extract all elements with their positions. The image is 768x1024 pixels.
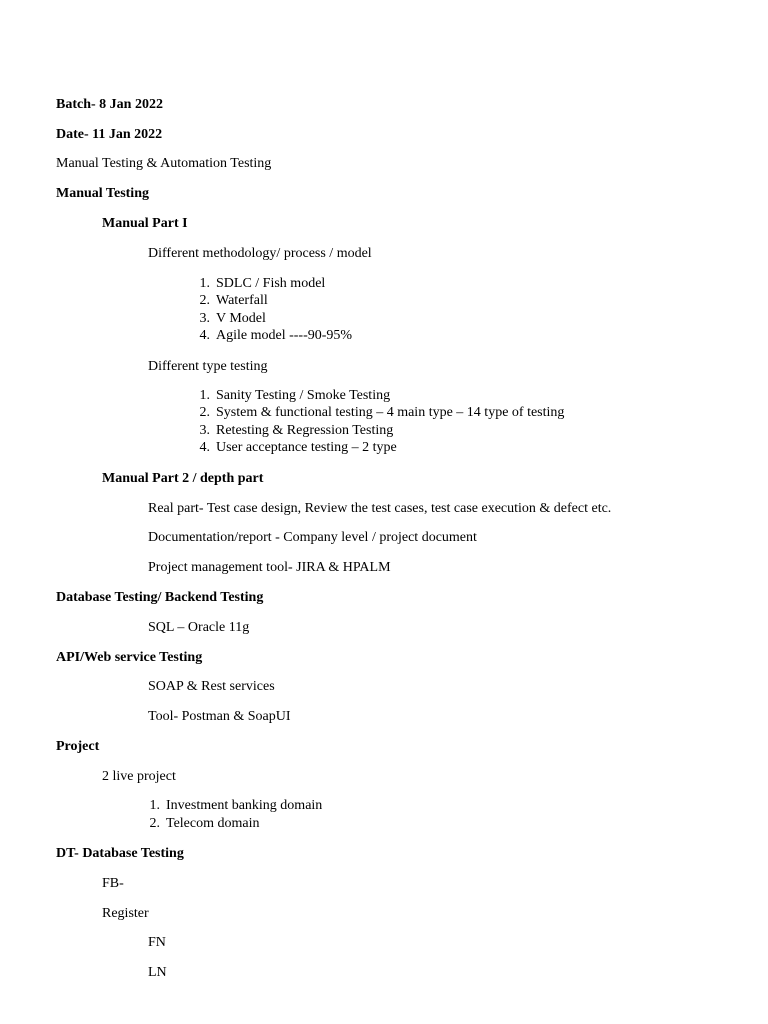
manual-part1-heading: Manual Part I (102, 216, 188, 231)
batch-heading: Batch- 8 Jan 2022 (56, 97, 163, 112)
date-heading: Date- 11 Jan 2022 (56, 127, 163, 142)
ln-text: LN (148, 965, 167, 980)
list-item (190, 292, 268, 309)
list-number: 1. (149, 798, 160, 813)
list-item-text: Investment banking domain (166, 798, 323, 813)
list-item-text: Telecom domain (166, 816, 260, 831)
methodology-label: Different methodology/ process / model (148, 246, 372, 261)
real-part-text: Real part- Test case design, Review the test cases, test case execution & defect etc. (148, 501, 612, 516)
list-item-text: Agile model ----90-95% (216, 328, 353, 343)
list-item (190, 275, 325, 292)
dt-heading: DT- Database Testing (56, 846, 184, 861)
list-item (140, 815, 260, 832)
list-item-text: SDLC / Fish model (216, 276, 326, 291)
manual-part2-heading: Manual Part 2 / depth part (102, 471, 264, 486)
list-number: 4. (199, 328, 210, 343)
list-number: 2. (199, 405, 210, 420)
list-number: 3. (199, 423, 210, 438)
intro-text: Manual Testing & Automation Testing (56, 156, 272, 171)
live-project-label: 2 live project (102, 769, 176, 784)
api-testing-heading: API/Web service Testing (56, 650, 203, 665)
list-item (190, 310, 266, 327)
list-item (190, 404, 564, 421)
list-item-text: System & functional testing – 4 main type – 14 type of testing (216, 405, 565, 420)
pm-tool-text: Project management tool- JIRA & HPALM (148, 560, 391, 575)
api-tool-text: Tool- Postman & SoapUI (148, 709, 291, 724)
list-item-text: Waterfall (216, 293, 268, 308)
list-number: 2. (149, 816, 160, 831)
manual-testing-heading: Manual Testing (56, 186, 149, 201)
list-number: 2. (199, 293, 210, 308)
list-item (190, 439, 397, 456)
list-item (190, 387, 390, 404)
list-number: 1. (199, 276, 210, 291)
fn-text: FN (148, 935, 166, 950)
list-item (190, 422, 393, 439)
database-testing-heading: Database Testing/ Backend Testing (56, 590, 264, 605)
list-item-text: User acceptance testing – 2 type (216, 440, 397, 455)
documentation-text: Documentation/report - Company level / project document (148, 530, 477, 545)
list-item-text: V Model (216, 311, 266, 326)
list-number: 3. (199, 311, 210, 326)
list-item-text: Sanity Testing / Smoke Testing (216, 388, 391, 403)
project-heading: Project (56, 739, 100, 754)
list-item (140, 797, 322, 814)
fb-text: FB- (102, 876, 124, 891)
services-text: SOAP & Rest services (148, 679, 275, 694)
sql-text: SQL – Oracle 11g (148, 620, 250, 635)
list-number: 4. (199, 440, 210, 455)
list-number: 1. (199, 388, 210, 403)
register-text: Register (102, 906, 149, 921)
list-item-text: Retesting & Regression Testing (216, 423, 394, 438)
testing-type-label: Different type testing (148, 359, 268, 374)
list-item (190, 327, 352, 344)
